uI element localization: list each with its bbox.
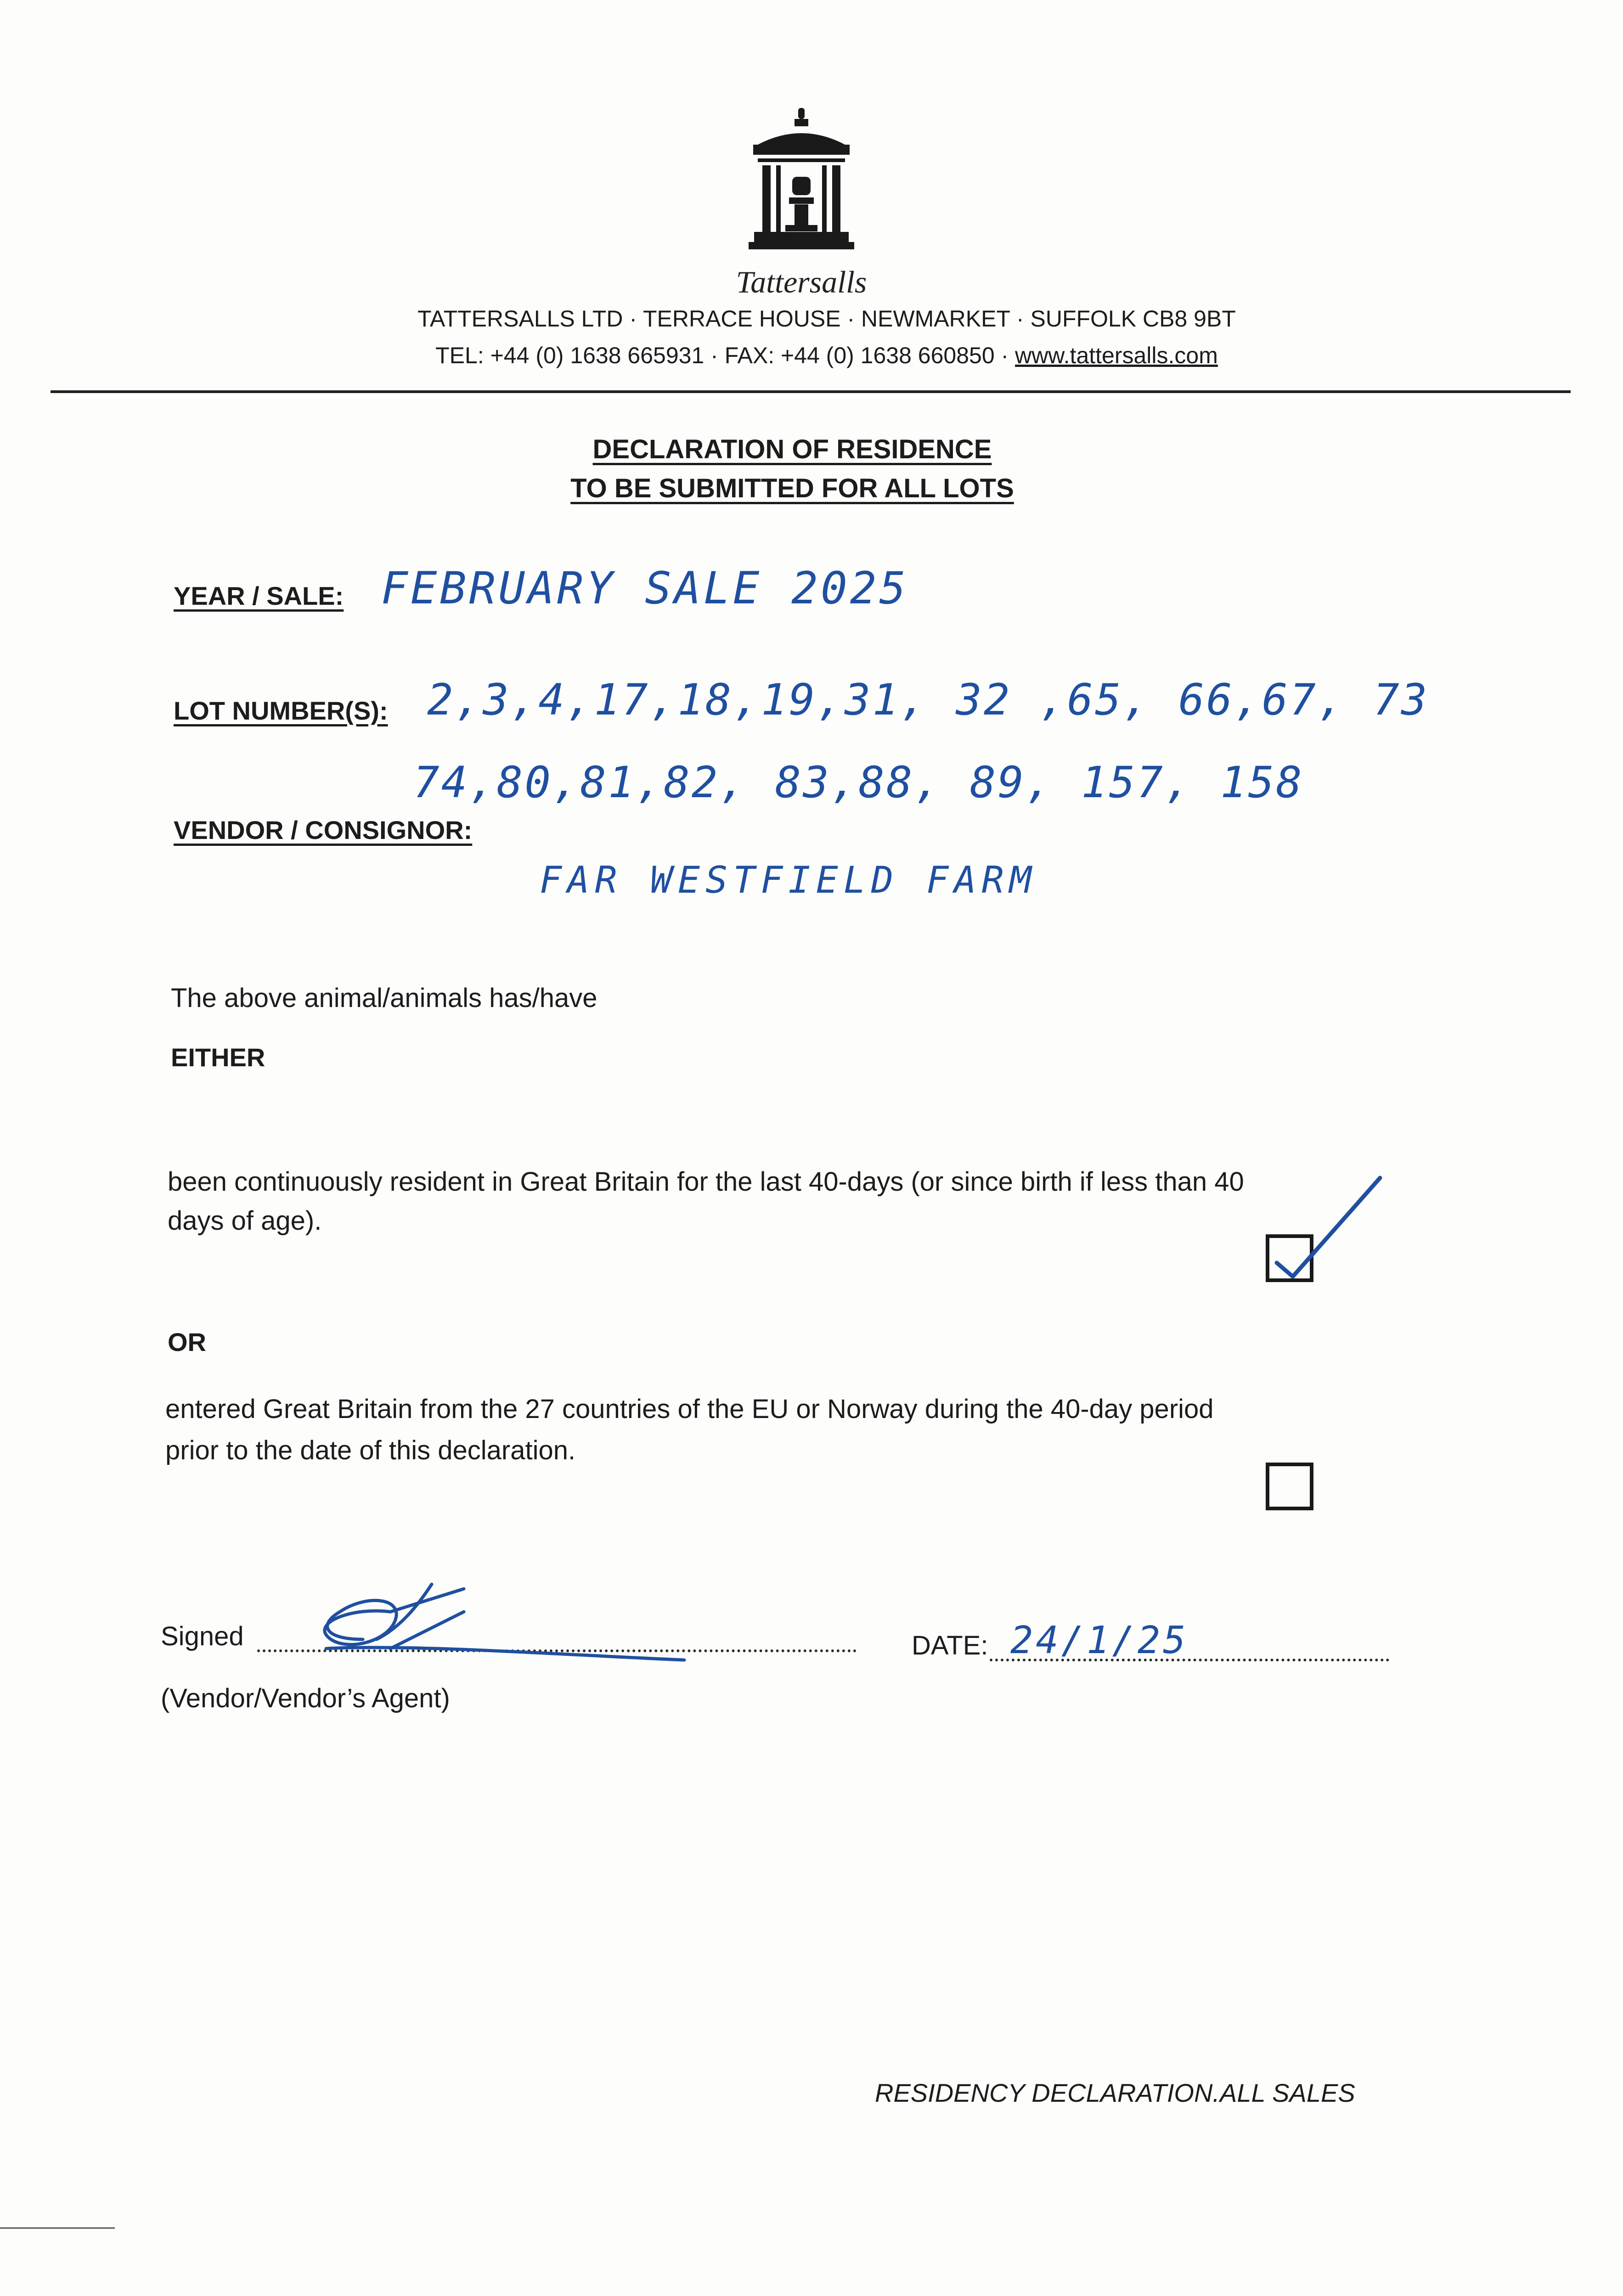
year-sale-value[interactable]: FEBRUARY SALE 2025 — [381, 563, 909, 614]
lot-numbers-line-2[interactable]: 74,80,81,82, 83,88, 89, 157, 158 — [413, 758, 1304, 808]
vendor-role-label: (Vendor/Vendor’s Agent) — [161, 1683, 450, 1713]
date-value[interactable]: 24/1/25 — [1010, 1619, 1189, 1662]
lot-numbers-line-1[interactable]: 2,3,4,17,18,19,31, 32 ,65, 66,67, 73 — [427, 675, 1429, 725]
website-link[interactable]: www.tattersalls.com — [1015, 343, 1218, 368]
or-heading: OR — [168, 1328, 206, 1356]
company-contact — [321, 342, 1332, 369]
tattersalls-logo-icon — [749, 108, 854, 259]
footer-form-id: RESIDENCY DECLARATION.ALL SALES — [875, 2078, 1355, 2107]
edge-mark — [0, 2227, 115, 2229]
option2-checkbox[interactable] — [1266, 1463, 1313, 1510]
intro-text: The above animal/animals has/have — [171, 983, 597, 1013]
date-label: DATE: — [912, 1631, 988, 1660]
option2-text-line-1: entered Great Britain from the 27 countries of the EU or Norway during the 40-day period — [165, 1394, 1214, 1424]
vendor-label: VENDOR / CONSIGNOR: — [174, 816, 473, 844]
contact-phone-fax: TEL: +44 (0) 1638 665931 · FAX: +44 (0) 1638 660850 · — [435, 343, 1015, 368]
title-line-2: TO BE SUBMITTED FOR ALL LOTS — [570, 473, 1014, 503]
title-line-1: DECLARATION OF RESIDENCE — [592, 434, 992, 464]
option2-text-line-2: prior to the date of this declaration. — [165, 1435, 576, 1465]
option1-text-line-1: been continuously resident in Great Britain for the last 40-days (or since birth if less than 40 — [168, 1167, 1244, 1197]
checkmark-icon — [1268, 1173, 1387, 1288]
signed-label: Signed — [161, 1621, 244, 1651]
logo-wordmark: Tattersalls — [736, 264, 867, 299]
year-sale-label: YEAR / SALE: — [174, 581, 344, 610]
option1-text-line-2: days of age). — [168, 1206, 322, 1236]
vendor-value[interactable]: FAR WESTFIELD FARM — [540, 859, 1037, 901]
company-address: TATTERSALLS LTD · TERRACE HOUSE · NEWMARKET · SUFFOLK CB8 9BT — [417, 306, 1236, 332]
signature-scribble — [299, 1570, 712, 1676]
either-heading: EITHER — [171, 1043, 265, 1072]
header-divider — [51, 390, 1571, 393]
lot-numbers-label: LOT NUMBER(S): — [174, 696, 388, 725]
